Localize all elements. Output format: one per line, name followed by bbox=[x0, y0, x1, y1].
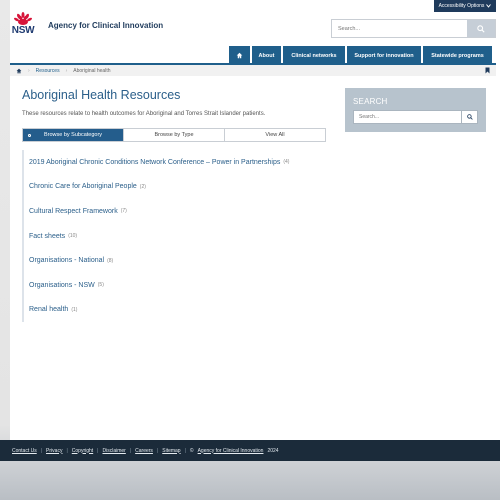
breadcrumb-resources[interactable]: Resources bbox=[35, 67, 60, 74]
footer-separator: | bbox=[129, 447, 132, 454]
breadcrumb-separator: › bbox=[28, 67, 30, 74]
list-item-name[interactable]: Cultural Respect Framework bbox=[29, 207, 118, 215]
header-search-button[interactable] bbox=[467, 20, 495, 37]
nav-statewide-programs[interactable]: Statewide programs bbox=[423, 46, 492, 65]
sidebar-search-title: SEARCH bbox=[353, 97, 388, 106]
list-item-name[interactable]: 2019 Aboriginal Chronic Conditions Network Conference – Power in Partnerships bbox=[29, 158, 281, 166]
list-item-count: (5) bbox=[97, 282, 104, 289]
list-item[interactable] bbox=[22, 224, 326, 249]
tab-label: Browse by Type bbox=[154, 132, 194, 138]
bookmark-icon[interactable] bbox=[485, 67, 490, 74]
subcategory-list bbox=[22, 150, 326, 322]
list-item[interactable] bbox=[22, 150, 326, 175]
search-icon bbox=[467, 114, 473, 120]
agency-name[interactable]: Agency for Clinical Innovation bbox=[48, 21, 164, 30]
footer-link-careers[interactable]: Careers bbox=[135, 447, 153, 454]
tab-view-all[interactable] bbox=[224, 129, 325, 141]
list-item-count: (1) bbox=[71, 306, 78, 313]
accessibility-options-button[interactable] bbox=[434, 0, 496, 12]
footer-year: 2024 bbox=[267, 447, 279, 454]
sidebar-search-panel bbox=[345, 88, 486, 132]
list-item[interactable] bbox=[22, 273, 326, 298]
list-item[interactable] bbox=[22, 175, 326, 200]
list-item[interactable] bbox=[22, 199, 326, 224]
tab-label: View All bbox=[265, 132, 285, 138]
footer-separator: | bbox=[66, 447, 68, 454]
list-item-count: (2) bbox=[139, 183, 146, 190]
list-item-count: (8) bbox=[107, 257, 114, 264]
nav-support-for-innovation[interactable]: Support for innovation bbox=[347, 46, 421, 65]
tab-label: Browse by Subcategory bbox=[43, 132, 103, 138]
nav-about[interactable]: About bbox=[252, 46, 281, 65]
list-item-count: (7) bbox=[120, 208, 127, 215]
logo-text: NSW bbox=[11, 25, 35, 36]
list-item[interactable] bbox=[22, 248, 326, 273]
breadcrumb bbox=[10, 65, 496, 76]
footer-separator: | bbox=[40, 447, 43, 454]
radio-icon bbox=[28, 134, 31, 137]
list-item-name[interactable]: Fact sheets bbox=[29, 232, 66, 240]
footer-org-link[interactable]: Agency for Clinical Innovation bbox=[197, 447, 264, 454]
list-item-name[interactable]: Organisations - National bbox=[29, 257, 105, 265]
tab-browse-by-type[interactable] bbox=[123, 129, 224, 141]
list-item-count: (10) bbox=[68, 233, 78, 240]
footer-separator: | bbox=[156, 447, 159, 454]
footer-separator: | bbox=[184, 447, 186, 454]
accessibility-options-label: Accessibility Options bbox=[438, 3, 485, 9]
nsw-logo[interactable] bbox=[10, 12, 36, 38]
list-item-count: (4) bbox=[283, 159, 290, 166]
footer-separator: | bbox=[97, 447, 99, 454]
nav-clinical-networks[interactable]: Clinical networks bbox=[283, 46, 345, 65]
footer bbox=[0, 440, 500, 461]
home-icon bbox=[236, 52, 243, 59]
waratah-icon bbox=[14, 12, 32, 26]
list-item-name[interactable]: Organisations - NSW bbox=[29, 281, 95, 289]
header-search bbox=[331, 19, 496, 38]
footer-link-privacy[interactable]: Privacy bbox=[46, 447, 63, 454]
breadcrumb-separator: › bbox=[65, 67, 68, 74]
sidebar-search bbox=[353, 110, 478, 124]
footer-link-disclaimer[interactable]: Disclaimer bbox=[102, 447, 126, 454]
chevron-down-icon bbox=[486, 4, 491, 8]
list-item[interactable] bbox=[22, 298, 326, 323]
footer-link-contact-us[interactable]: Contact Us bbox=[12, 447, 37, 454]
page-title: Aboriginal Health Resources bbox=[22, 88, 181, 102]
browse-tabs bbox=[22, 128, 326, 142]
footer-link-copyright[interactable]: Copyright bbox=[71, 447, 94, 454]
breadcrumb-current: Aboriginal health bbox=[73, 67, 111, 74]
tab-browse-by-subcategory[interactable] bbox=[23, 129, 123, 141]
sidebar-search-button[interactable] bbox=[461, 111, 477, 123]
page-intro: These resources relate to health outcomes for Aboriginal and Torres Strait Islander patients. bbox=[22, 111, 266, 117]
list-item-name[interactable]: Chronic Care for Aboriginal People bbox=[29, 183, 137, 191]
footer-link-sitemap[interactable]: Sitemap bbox=[162, 447, 181, 454]
sidebar-search-input[interactable] bbox=[354, 111, 461, 123]
header-search-input[interactable] bbox=[332, 20, 467, 37]
search-icon bbox=[477, 25, 485, 33]
home-icon[interactable] bbox=[16, 68, 22, 74]
footer-copyright-symbol: © bbox=[189, 447, 194, 454]
list-item-name[interactable]: Renal health bbox=[29, 306, 69, 314]
